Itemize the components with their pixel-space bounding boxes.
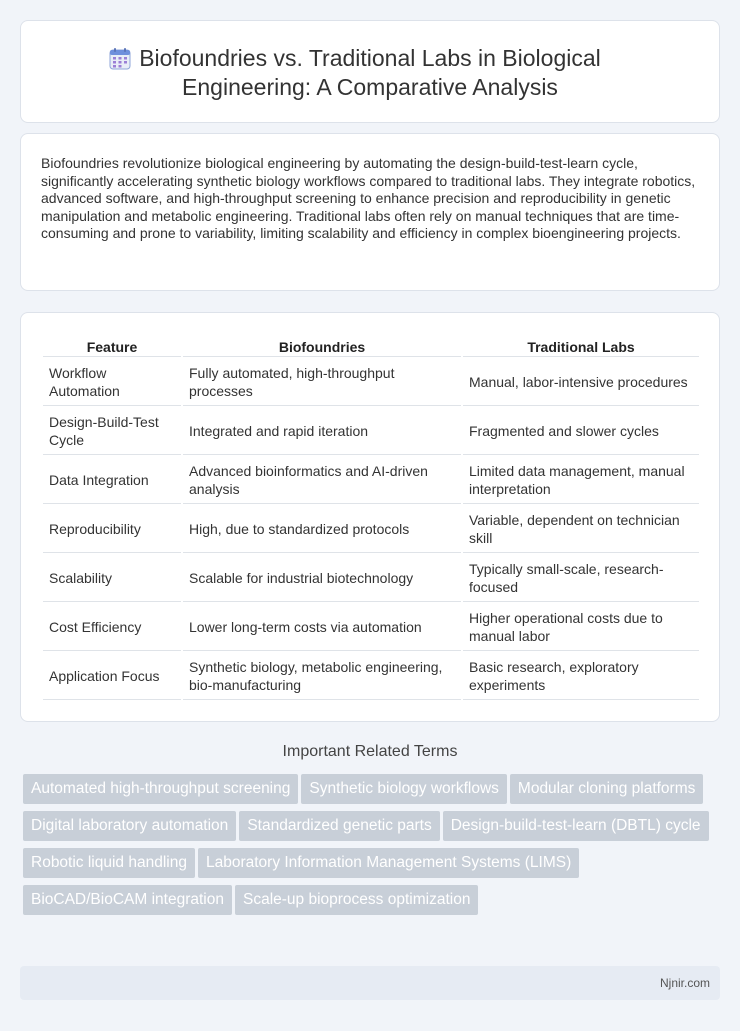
table-cell: High, due to standardized protocols <box>183 506 461 553</box>
table-cell: Higher operational costs due to manual labor <box>463 604 699 651</box>
table-row <box>43 555 699 602</box>
table-cell: Basic research, exploratory experiments <box>463 653 699 700</box>
table-cell: Integrated and rapid iteration <box>183 408 461 455</box>
intro-card <box>20 133 720 291</box>
term-tag[interactable]: Scale-up bioprocess optimization <box>235 885 478 915</box>
table-cell: Typically small-scale, research-focused <box>463 555 699 602</box>
comparison-table-card <box>20 312 720 722</box>
term-tag[interactable]: BioCAD/BioCAM integration <box>23 885 232 915</box>
table-cell: Advanced bioinformatics and AI-driven analysis <box>183 457 461 504</box>
table-cell: Workflow Automation <box>43 359 181 406</box>
term-tag[interactable]: Synthetic biology workflows <box>301 774 507 804</box>
table-cell: Application Focus <box>43 653 181 700</box>
table-cell: Scalability <box>43 555 181 602</box>
table-cell: Design-Build-Test Cycle <box>43 408 181 455</box>
header-traditional-labs: Traditional Labs <box>463 335 699 357</box>
footer <box>20 966 720 1000</box>
table-row <box>43 457 699 504</box>
comparison-table <box>41 333 701 702</box>
title-line-2: Engineering: A Comparative Analysis <box>182 74 558 100</box>
term-tag[interactable]: Automated high-throughput screening <box>23 774 298 804</box>
table-cell: Synthetic biology, metabolic engineering, bio-manufacturing <box>183 653 461 700</box>
table-row <box>43 506 699 553</box>
table-cell: Lower long-term costs via automation <box>183 604 461 651</box>
intro-paragraph: Biofoundries revolutionize biological engineering by automating the design-build-test-learn cycle, significantly accelerating synthetic biology workflows compared to traditional labs. They integrate robotics, advanced software, and high-throughput screening to enhance precision and reproducibility in genetic manipulation and metabolic engineering. Traditional labs often rely on manual techniques that are time-consuming and prone to variability, limiting scalability and efficiency in complex bioengineering projects. <box>41 155 696 242</box>
table-cell: Manual, labor-intensive procedures <box>463 359 699 406</box>
table-row <box>43 408 699 455</box>
table-header-row <box>43 335 699 357</box>
title-line-1: Biofoundries vs. Traditional Labs in Biological <box>139 45 601 71</box>
table-row <box>43 604 699 651</box>
term-tag[interactable]: Digital laboratory automation <box>23 811 236 841</box>
term-tag[interactable]: Robotic liquid handling <box>23 848 195 878</box>
title-card <box>20 20 720 123</box>
table-cell: Cost Efficiency <box>43 604 181 651</box>
page-title <box>139 44 601 102</box>
table-cell: Fragmented and slower cycles <box>463 408 699 455</box>
table-cell: Fully automated, high-throughput processes <box>183 359 461 406</box>
table-row <box>43 653 699 700</box>
table-cell: Scalable for industrial biotechnology <box>183 555 461 602</box>
related-terms-list <box>20 774 720 922</box>
table-cell: Reproducibility <box>43 506 181 553</box>
header-biofoundries: Biofoundries <box>183 335 461 357</box>
footer-site-link[interactable]: Njnir.com <box>659 976 710 990</box>
term-tag[interactable]: Standardized genetic parts <box>239 811 439 841</box>
term-tag[interactable]: Design-build-test-learn (DBTL) cycle <box>443 811 709 841</box>
table-cell: Limited data management, manual interpretation <box>463 457 699 504</box>
related-terms-heading: Important Related Terms <box>282 743 458 760</box>
term-tag[interactable]: Laboratory Information Management Systems (LIMS) <box>198 848 579 878</box>
header-feature: Feature <box>43 335 181 357</box>
table-row <box>43 359 699 406</box>
table-cell: Data Integration <box>43 457 181 504</box>
table-cell: Variable, dependent on technician skill <box>463 506 699 553</box>
term-tag[interactable]: Modular cloning platforms <box>510 774 703 804</box>
